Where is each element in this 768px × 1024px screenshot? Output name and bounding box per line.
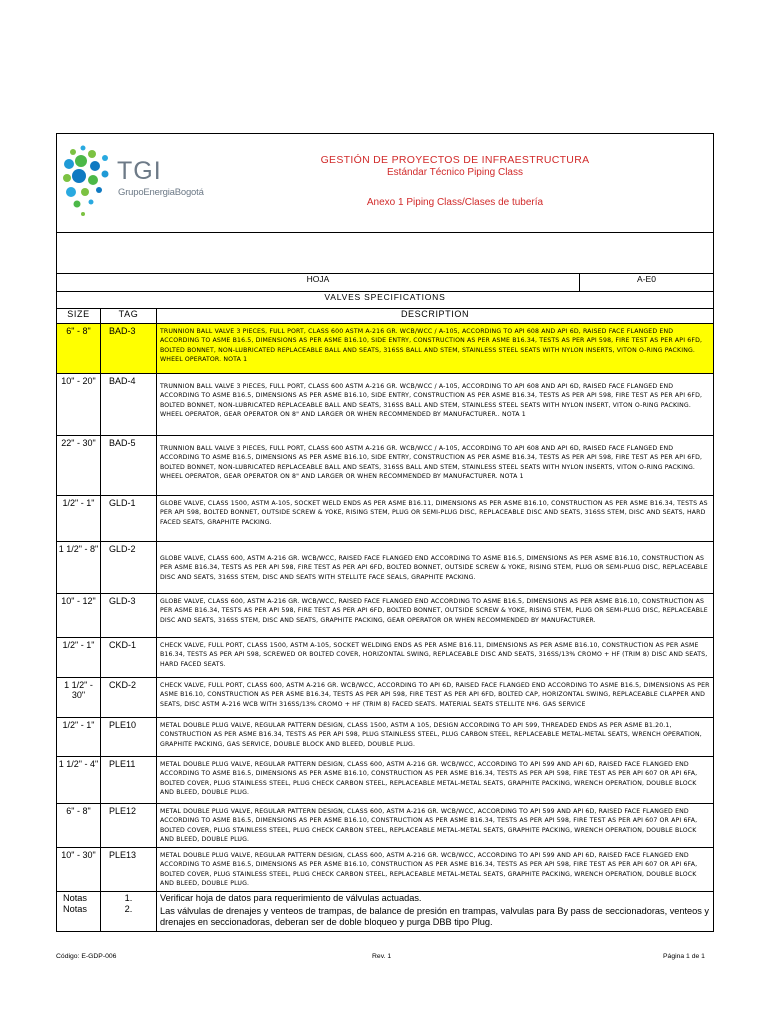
document-subtitle: Estándar Técnico Piping Class <box>387 167 523 178</box>
valve-tag: PLE12 <box>101 804 157 848</box>
valve-description: GLOBE VALVE, CLASS 600, ASTM A-216 GR. WCB/WCC, RAISED FACE FLANGED END ACCORDING TO ASME B16.5, DIMENSIONS AS PER ASME B16.10, CONSTRUCTION AS PER ASME B16.34, TESTS AS PER API 598, FIRE TEST AS PER API 6FD, BOLTED BONNET, OUTSIDE SCREW & YOKE, RISING STEM, PLUG OR SEMI-PLUG DISC, REPLACEABLE DISC AND SEATS, 316SS STEM, DISC AND SEATS, GRAPHITE PACKING, GEAR OPERATOR OR WHEN RECOMMENDED BY MANUFACTURER. <box>157 594 714 638</box>
valve-row <box>57 718 714 757</box>
document-sheet <box>56 133 713 932</box>
valve-size: 6" - 8" <box>57 324 101 374</box>
valve-size: 6" - 8" <box>57 804 101 848</box>
valve-size: 1 1/2" - 8" <box>57 542 101 594</box>
note-text-1: Verificar hoja de datos para requerimiento de válvulas actuadas. <box>160 893 422 903</box>
valve-description: METAL DOUBLE PLUG VALVE, REGULAR PATTERN DESIGN, CLASS 600, ASTM A-216 GR. WCB/WCC, ACCORDING TO API 599 AND API 6D, RAISED FACE FLANGED END ACCORDING TO ASME B16.5, DIMENSIONS AS PER ASME B16.10, CONSTRUCTION AS PER ASME B16.34, TESTS AS PER API 598, FIRE TEST AS PER API 607 OR API 6FA, BOLTED COVER, PLUG STAINLESS STEEL, PLUG CHECK CARBON STEEL, REPLACEABLE METAL-METAL SEATS, GRAPHITE PACKING, WRENCH OPERATION, DOUBLE BLOCK AND BLEED, DOUBLE PLUG. <box>157 757 714 804</box>
valve-size: 10" - 30" <box>57 848 101 892</box>
valve-row <box>57 436 714 496</box>
notes-numbers <box>101 892 157 932</box>
valve-row <box>57 757 714 804</box>
blank-row <box>57 233 714 274</box>
document-title: GESTIÓN DE PROYECTOS DE INFRAESTRUCTURA <box>320 154 590 166</box>
valve-size: 10" - 20" <box>57 374 101 436</box>
valve-tag: GLD-1 <box>101 496 157 542</box>
logo-name: TGI <box>117 157 162 185</box>
valve-tag: BAD-4 <box>101 374 157 436</box>
valve-row <box>57 594 714 638</box>
notes-text <box>157 892 714 932</box>
valve-row <box>57 542 714 594</box>
valve-description: CHECK VALVE, FULL PORT, CLASS 600, ASTM A-216 GR. WCB/WCC, ACCORDING TO API 6D, RAISED FACE FLANGED END ACCORDING TO ASME B16.5, DIMENSIONS AS PER ASME B16.10, CONSTRUCTION AS PER ASME B16.34, TESTS AS PER API 598, FIRE TEST AS PER API 6FD, BOLTED CAP, HORIZONTAL SWING, REPLACEABLE CLAPPER AND SEATS, DISC ASTM A-216 WCB WITH 316SS/13% CROMO + HF (TRIM 8) FACED SEATS. MATERIAL SEATS STELLITE Nº6. GAS SERVICE <box>157 678 714 718</box>
valve-size: 1/2" - 1" <box>57 638 101 678</box>
valve-description: CHECK VALVE, FULL PORT, CLASS 1500, ASTM A-105, SOCKET WELDING ENDS AS PER ASME B16.11, DIMENSIONS AS PER ASME B16.10, CONSTRUCTION AS PER ASME B16.34, TESTS AS PER API 598, SCREWED OR BOLTED COVER, HORIZONTAL SWING, REPLACEABLE DISC AND SEATS, 316SS/13% CROMO + HF (TRIM 8) DISC AND SEATS, HARD FACED SEATS. <box>157 638 714 678</box>
annex-title: Anexo 1 Piping Class/Clases de tubería <box>366 197 544 208</box>
valve-row <box>57 804 714 848</box>
valve-tag: PLE11 <box>101 757 157 804</box>
valve-size: 1 1/2" - 4" <box>57 757 101 804</box>
valve-description: METAL DOUBLE PLUG VALVE, REGULAR PATTERN DESIGN, CLASS 600, ASTM A-216 GR. WCB/WCC, ACCORDING TO API 599 AND API 6D, RAISED FACE FLANGED END ACCORDING TO ASME B16.5, DIMENSIONS AS PER ASME B16.10, CONSTRUCTION AS PER ASME B16.34, TESTS AS PER API 598, FIRE TEST AS PER API 607 OR API 6FA, BOLTED COVER, PLUG STAINLESS STEEL, PLUG CHECK CARBON STEEL, REPLACEABLE METAL-METAL SEATS, GRAPHITE PACKING, WRENCH OPERATION, DOUBLE BLOCK AND BLEED, DOUBLE PLUG. <box>157 804 714 848</box>
valve-description: TRUNNION BALL VALVE 3 PIECES, FULL PORT, CLASS 600 ASTM A-216 GR. WCB/WCC / A-105, ACCORDING TO API 608 AND API 6D, RAISED FACE FLANGED END ACCORDING TO ASME B16.5, DIMENSIONS AS PER ASME B16.10, SIDE ENTRY, CONSTRUCTION AS PER ASME B16.34, TESTS AS PER API 598, FIRE TEST AS PER API 6FD, BOLTED BONNET, NON-LUBRICATED REPLACEABLE BALL AND SEATS, 316SS BALL AND STEM, STAINLESS STEEL SEATS WITH NYLON INSERT, VITON O-RING PACKING. WHEEL OPERATOR, GEAR OPERATOR ON 8" AND LARGER OR WHEN RECOMMENDED BY MANUFACTURER.. NOTA 1 <box>157 374 714 436</box>
sheet-label: HOJA <box>57 274 580 292</box>
company-logo <box>61 142 204 224</box>
valve-description: GLOBE VALVE, CLASS 1500, ASTM A-105, SOCKET WELD ENDS AS PER ASME B16.11, DIMENSIONS AS PER ASME B16.10, CONSTRUCTION AS PER ASME B16.34, TESTS AS PER API 598, BOLTED BONNET, OUTSIDE SCREW & YOKE, RISING STEM, PLUG OR SEMI-PLUG DISC, REPLACEABLE DISC AND SEATS, 316SS STEM, DISC AND SEATS, HARD FACED SEATS, GRAPHITE PACKING. <box>157 496 714 542</box>
valve-size: 1 1/2" - 30" <box>57 678 101 718</box>
valve-size: 10" - 12" <box>57 594 101 638</box>
column-header-description: DESCRIPTION <box>157 309 714 324</box>
valve-tag: BAD-5 <box>101 436 157 496</box>
notes-label <box>57 892 101 932</box>
valve-description: METAL DOUBLE PLUG VALVE, REGULAR PATTERN DESIGN, CLASS 600, ASTM A-216 GR. WCB/WCC, ACCORDING TO API 599 AND API 6D, RAISED FACE FLANGED END ACCORDING TO ASME B16.5, DIMENSIONS AS PER ASME B16.10, CONSTRUCTION AS PER ASME B16.34, TESTS AS PER API 598, FIRE TEST AS PER API 607 OR API 6FA, BOLTED COVER, PLUG STAINLESS STEEL, PLUG CHECK CARBON STEEL, REPLACEABLE METAL-METAL SEATS, GRAPHITE PACKING, WRENCH OPERATION, DOUBLE BLOCK AND BLEED, DOUBLE PLUG. <box>157 848 714 892</box>
valve-description: TRUNNION BALL VALVE 3 PIECES, FULL PORT, CLASS 600 ASTM A-216 GR. WCB/WCC / A-105, ACCORDING TO API 608 AND API 6D, RAISED FACE FLANGED END ACCORDING TO ASME B16.5, DIMENSIONS AS PER ASME B16.10, SIDE ENTRY, CONSTRUCTION AS PER ASME B16.34, TESTS AS PER API 598, FIRE TEST AS PER API 6FD, BOLTED BONNET, NON-LUBRICATED REPLACEABLE BALL AND SEATS, 316SS BALL AND STEM, STAINLESS STEEL SEATS WITH NYLON INSERTS, VITON O-RING PACKING. WHEEL OPERATOR, GEAR OPERATOR ON 8" AND LARGER OR WHEN RECOMMENDED BY MANUFACTURER. NOTA 1 <box>157 436 714 496</box>
valve-row <box>57 848 714 892</box>
dots-logo-icon <box>61 142 117 224</box>
piping-class-table <box>56 133 714 932</box>
footer-revision: Rev. 1 <box>372 953 392 960</box>
valve-size: 22" - 30" <box>57 436 101 496</box>
sheet-code: A-E0 <box>580 274 714 292</box>
valve-row <box>57 496 714 542</box>
valve-tag: CKD-2 <box>101 678 157 718</box>
valve-tag: CKD-1 <box>101 638 157 678</box>
notes-label-2: Notas <box>63 904 88 914</box>
note-number-1: 1. <box>124 893 133 903</box>
valve-tag: GLD-2 <box>101 542 157 594</box>
valve-tag: BAD-3 <box>101 324 157 374</box>
note-text-2: Las válvulas de drenajes y venteos de trampas, de balance de presión en trampas, valvulas para By pass de seccionadoras, venteos y drenajes en seccionadoras, deberan ser de doble bloqueo y purga DBB tipo Plug. <box>160 905 710 927</box>
column-header-size: SIZE <box>57 309 101 324</box>
logo-subtitle: GrupoEnergiaBogotá <box>118 187 204 198</box>
footer-code: Código: E-GDP-006 <box>56 953 117 960</box>
valve-row <box>57 374 714 436</box>
valve-row <box>57 324 714 374</box>
valve-row <box>57 638 714 678</box>
note-number-2: 2. <box>124 904 133 914</box>
valve-size: 1/2" - 1" <box>57 718 101 757</box>
valve-description: GLOBE VALVE, CLASS 600, ASTM A-216 GR. WCB/WCC, RAISED FACE FLANGED END ACCORDING TO ASME B16.5, DIMENSIONS AS PER ASME B16.10, CONSTRUCTION AS PER ASME B16.34, TESTS AS PER API 598, FIRE TEST AS PER API 6FD, BOLTED BONNET, OUTSIDE SCREW & YOKE, RISING STEM, PLUG OR SEMI-PLUG DISC, REPLACEABLE DISC AND SEATS, 316SS STEM, DISC AND SEATS WITH STELLITE FACE SEALS, GRAPHITE PACKING. <box>157 542 714 594</box>
valve-description: TRUNNION BALL VALVE 3 PIECES, FULL PORT, CLASS 600 ASTM A-216 GR. WCB/WCC / A-105, ACCORDING TO API 608 AND API 6D, RAISED FACE FLANGED END ACCORDING TO ASME B16.5, DIMENSIONS AS PER ASME B16.10, SIDE ENTRY, CONSTRUCTION AS PER ASME B16.34, TESTS AS PER API 598, FIRE TEST AS PER API 6FD, BOLTED BONNET, NON-LUBRICATED REPLACEABLE BALL AND SEATS, 316SS BALL AND STEM, STAINLESS STEEL SEATS WITH NYLON INSERTS, VITON O-RING PACKING. WHEEL OPERATOR. NOTA 1 <box>157 324 714 374</box>
notes-row <box>57 892 714 932</box>
valve-description: METAL DOUBLE PLUG VALVE, REGULAR PATTERN DESIGN, CLASS 1500, ASTM A 105, DESIGN ACCORDING TO API 599, THREADED ENDS AS PER ASME B1.20.1, CONSTRUCTION AS PER ASME B16.34, TESTS AS PER API 598, PLUG STAINLESS STEEL, PLUG CARBON STEEL, REPLACEABLE METAL-METAL SEATS, WRENCH OPERATION, GRAPHITE PACKING, GAS SERVICE, DOUBLE BLOCK AND BLEED, DOUBLE PLUG. <box>157 718 714 757</box>
valve-tag: PLE10 <box>101 718 157 757</box>
valve-size: 1/2" - 1" <box>57 496 101 542</box>
valve-tag: PLE13 <box>101 848 157 892</box>
document-header <box>57 134 714 233</box>
column-header-tag: TAG <box>101 309 157 324</box>
section-title: VALVES SPECIFICATIONS <box>57 292 714 309</box>
valve-tag: GLD-3 <box>101 594 157 638</box>
document-titles <box>197 154 713 208</box>
notes-label-1: Notas <box>63 893 88 903</box>
valve-row <box>57 678 714 718</box>
footer-page: Página 1 de 1 <box>663 953 705 960</box>
